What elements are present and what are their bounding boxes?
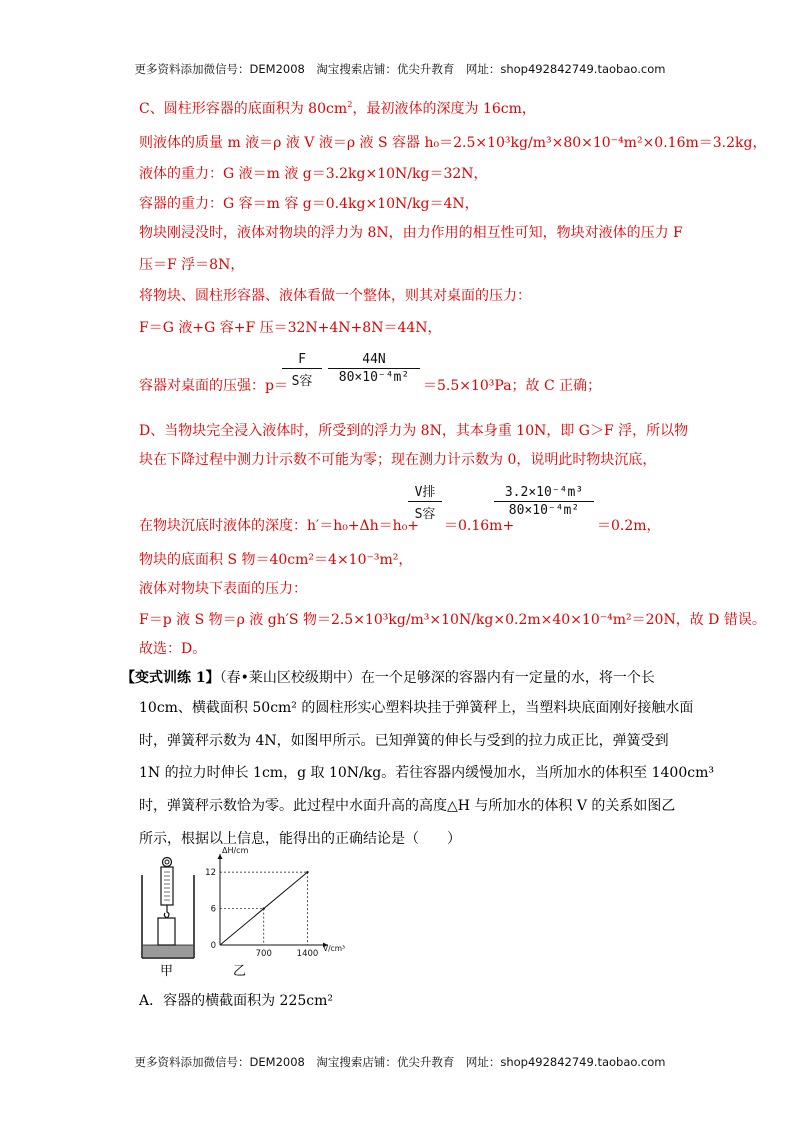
water xyxy=(143,945,193,957)
pressure-fraction-1 xyxy=(282,352,322,389)
fraction-denominator: S容 xyxy=(291,374,313,389)
page-header: 更多资料添加微信号：DEM2008 淘宝搜索店铺：优尖升教育 网址：shop492842749.taobao.com xyxy=(134,62,666,76)
fraction-denominator: 80×10⁻⁴m² xyxy=(508,503,580,518)
figure-yi xyxy=(200,846,346,980)
exercise-line3: 时，弹簧秤示数为 4N，如图甲所示。已知弹簧的伸长与受到的拉力成正比，弹簧受到 xyxy=(139,733,669,749)
x-axis-label: V/cm³ xyxy=(322,944,346,953)
bottom-force-title: 液体对物块下表面的压力： xyxy=(139,581,307,597)
total-force-line: F＝G 液+G 容+F 压＝32N+4N+8N＝44N， xyxy=(139,320,442,336)
exercise-line2: 10cm、横截面积 50cm² 的圆柱形实心塑料块挂于弹簧秤上，当塑料块底面刚好接触水面 xyxy=(139,700,694,716)
spring-balance xyxy=(161,867,173,905)
hook-icon xyxy=(164,905,169,918)
superscript: 2 xyxy=(347,100,353,110)
text-segment: C、圆柱形容器的底面积为 80cm xyxy=(139,101,348,117)
solution-d-line2: 块在下降过程中测力计示数不可能为零；现在测力计示数为 0，说明此时物块沉底， xyxy=(139,452,657,468)
buoyancy-line2: 压＝F 浮＝8N， xyxy=(139,257,245,273)
fraction-bar xyxy=(494,501,594,502)
solution-d-line1: D、当物块完全浸入液体时，所受到的浮力为 8N，其本身重 10N，即 G＞F 浮，所以物 xyxy=(139,423,689,439)
fraction-denominator: S容 xyxy=(414,507,436,522)
ring-inner-icon xyxy=(165,860,169,864)
depth-mid: ＝0.16m+ xyxy=(444,518,515,534)
data-point xyxy=(263,907,265,909)
data-point xyxy=(306,871,308,873)
delta-h-volume-chart xyxy=(200,846,346,980)
depth-fraction-2 xyxy=(494,485,594,518)
buoyancy-line1: 物块刚浸没时，液体对物块的浮力为 8N，由力作用的相互性可知，物块对液体的压力 F xyxy=(139,225,683,241)
gravity-liquid-line: 液体的重力：G 液＝m 液 g＝3.2kg×10N/kg＝32N， xyxy=(139,166,488,182)
y-tick-label: 12 xyxy=(205,868,216,879)
depth-prefix: 在物块沉底时液体的深度：h′＝h₀+Δh＝h₀+ xyxy=(139,518,420,534)
exercise-line4: 1N 的拉力时伸长 1cm，g 取 10N/kg。若往容器内缓慢加水，当所加水的体积至 1400cm³ xyxy=(139,765,714,781)
pressure-fraction-2 xyxy=(328,352,420,385)
gravity-container-line: 容器的重力：G 容＝m 容 g＝0.4kg×10N/kg＝4N， xyxy=(139,196,479,212)
fraction-bar xyxy=(282,368,322,369)
y-axis-label: ΔH/cm xyxy=(222,846,249,855)
fraction-numerator: 44N xyxy=(362,352,386,367)
bottom-force-line: F＝p 液 S 物＝ρ 液 gh′S 物＝2.5×10³kg/m³×10N/kg×0.2m×40×10⁻⁴m²＝20N，故 D 错误。 xyxy=(139,612,766,628)
fraction-numerator: V排 xyxy=(414,485,436,500)
fraction-numerator: F xyxy=(298,352,306,367)
y-tick-label: 0 xyxy=(210,941,216,951)
fraction-denominator: 80×10⁻⁴m² xyxy=(338,370,410,385)
page-footer: 更多资料添加微信号：DEM2008 淘宝搜索店铺：优尖升教育 网址：shop492842749.taobao.com xyxy=(134,1055,666,1069)
y-tick-label: 6 xyxy=(210,904,216,915)
mass-line: 则液体的质量 m 液＝ρ 液 V 液＝ρ 液 S 容器 h₀＝2.5×10³kg/m³×80×10⁻⁴m²×0.16m＝3.2kg， xyxy=(139,135,767,151)
whole-system-line: 将物块、圆柱形容器、液体看做一个整体，则其对桌面的压力： xyxy=(139,288,531,304)
depth-fraction-1 xyxy=(408,481,442,522)
depth-suffix: ＝0.2m， xyxy=(597,518,661,534)
fraction-bar xyxy=(408,501,442,502)
answer-line: 故选：D。 xyxy=(139,641,207,657)
ring-icon xyxy=(163,858,172,867)
text-segment: ，最初液体的深度为 16cm， xyxy=(352,101,536,117)
exercise-label: 【变式训练 1】 xyxy=(121,670,220,686)
exercise-line5: 时，弹簧秤示数恰为零。此过程中水面升高的高度△H 与所加水的体积 V 的关系如图乙 xyxy=(139,798,676,814)
text-segment: （春•莱山区校级期中）在一个足够深的容器内有一定量的水，将一个长 xyxy=(219,670,655,686)
x-tick-label: 700 xyxy=(255,949,272,959)
fraction-numerator: 3.2×10⁻⁴m³ xyxy=(504,485,584,500)
fraction-bar xyxy=(328,368,420,369)
x-tick-label: 1400 xyxy=(296,949,319,959)
pressure-suffix: ＝5.5×10³Pa；故 C 正确； xyxy=(423,378,602,394)
block-area-line: 物块的底面积 S 物＝40cm²＝4×10⁻³m²， xyxy=(139,552,413,568)
option-a: A．容器的横截面积为 225cm² xyxy=(139,993,334,1009)
exercise-line1 xyxy=(121,667,655,687)
pressure-prefix: 容器对桌面的压强：p＝ xyxy=(139,378,288,394)
solution-c-line1 xyxy=(139,98,536,118)
exercise-line6: 所示，根据以上信息，能得出的正确结论是（ ） xyxy=(139,831,461,847)
figure-jia-label: 甲 xyxy=(160,964,174,979)
plastic-block xyxy=(158,918,175,945)
figure-yi-label: 乙 xyxy=(233,964,247,979)
